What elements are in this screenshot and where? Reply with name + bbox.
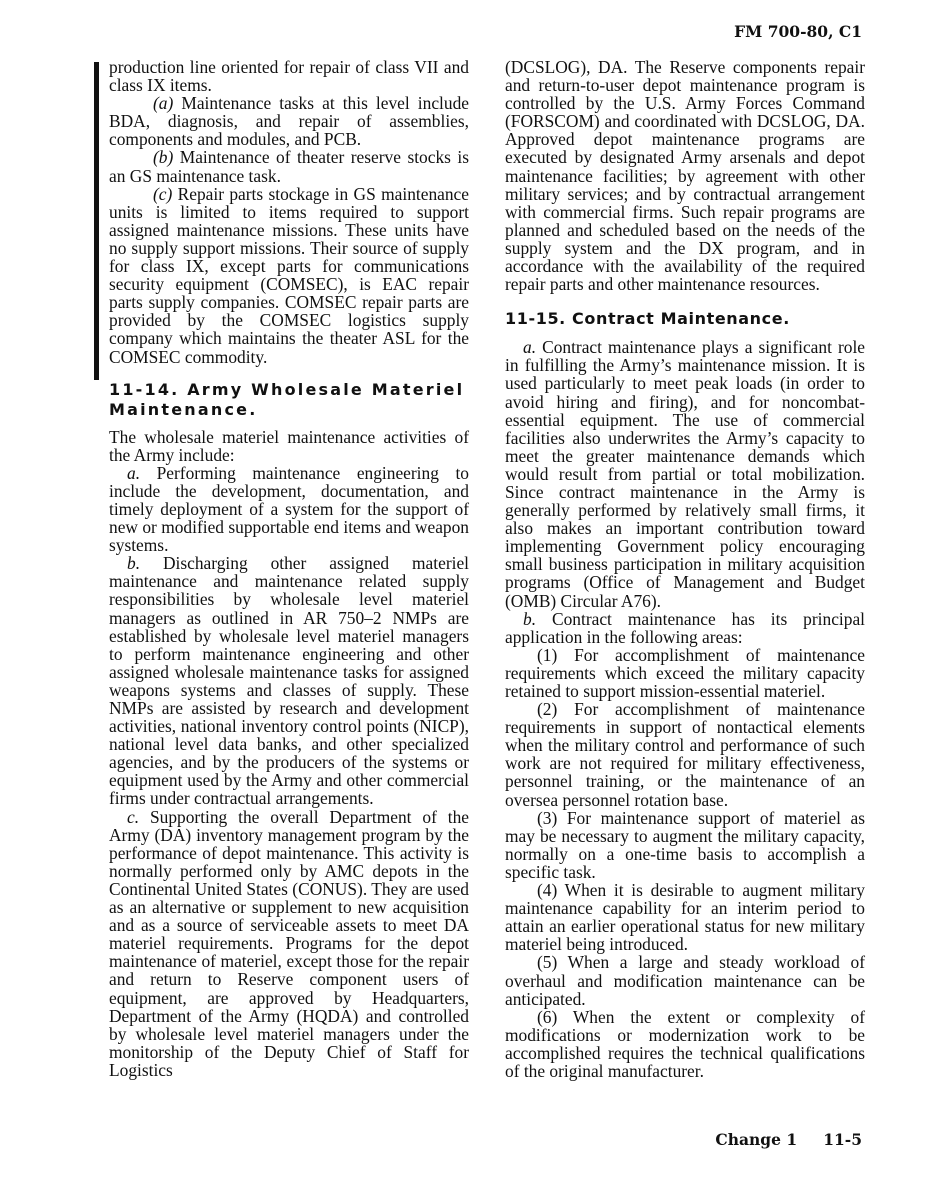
item-label: a. — [523, 337, 537, 358]
paragraph-text: Maintenance of theater reserve stocks is an GS maintenance task. — [109, 147, 469, 186]
paragraph-text: Discharging other assigned materiel maintenance and maintenance related supply responsibilities by wholesale level materiel managers as outlined in AR 750–2 NMPs are established by wholesale level materiel managers to perform maintenance engineering and other assigned wholesale maintenance tasks for assigned weapons systems and classes of supply. These NMPs are assisted by research and development activities, national inventory control points (NICP), national level data banks, and other specialized agencies, and by the producers of the systems or equipment used by the Army and other commercial firms under contractual arrangements. — [109, 553, 469, 809]
list-item-4: (4) When it is desirable to augment military maintenance capability for an interim period to attain an earlier operational status for new military materiel being introduced. — [505, 880, 865, 955]
paragraph-text: Maintenance tasks at this level include BDA, diagnosis, and repair of assemblies, components and modules, and PCB. — [109, 93, 469, 150]
paragraph-a-engineering — [109, 464, 469, 554]
list-item-5: (5) When a large and steady workload of overhaul and modification maintenance can be anticipated. — [505, 952, 865, 1009]
section-heading-11-14: 11-14. Army Wholesale Materiel Maintenance. — [109, 379, 465, 419]
paragraph-a-contract-maintenance — [505, 338, 865, 609]
list-item-1: (1) For accomplishment of maintenance requirements which exceed the military capacity retained to support mission-essential materiel. — [505, 644, 865, 701]
paragraph-text: Performing maintenance engineering to include the development, documentation, and timely deployment of a system for the support of new or modified supportable end items and weapon systems. — [109, 462, 469, 556]
paragraph-b-applications — [505, 610, 865, 646]
paragraph: (DCSLOG), DA. The Reserve components repair and return-to-user depot maintenance program is controlled by the U.S. Army Forces Command (FORSCOM) and coordinated with DCSLOG, DA. Approved depot maintenance programs are executed by designated Army arsenals and depot maintenance facilities; by agreement with other military services; and by contractual arrangement with commercial firms. Such repair programs are planned and scheduled based on the needs of the supply system and the DX program, and in accordance with the availability of the required repair parts and other maintenance resources. — [505, 57, 865, 295]
item-label: b. — [523, 608, 537, 629]
running-header: FM 700-80, C1 — [734, 22, 862, 41]
item-label: (a) — [153, 93, 174, 114]
paragraph: production line oriented for repair of class VII and class IX items. — [109, 57, 469, 96]
item-label: b. — [127, 553, 141, 574]
running-footer — [715, 1130, 862, 1149]
section-heading-11-15: 11-15. Contract Maintenance. — [505, 309, 790, 329]
section-intro: The wholesale materiel maintenance activities of the Army include: — [109, 426, 469, 465]
paragraph-text: Contract maintenance has its principal application in the following areas: — [505, 608, 865, 647]
paragraph-c-repair-parts — [109, 185, 469, 366]
paragraph-b-discharging — [109, 554, 469, 807]
paragraph-b-theater-reserve — [109, 148, 469, 184]
paragraph-c-depot-maintenance — [109, 808, 469, 1079]
paragraph-text: Supporting the overall Department of the Army (DA) inventory management program by the performance of depot maintenance. This activity is normally performed only by AMC depots in the Continental United States (CONUS). They are used as an alternative or supplement to new acquisition and as a source of serviceable assets to meet DA materiel requirements. Programs for the depot maintenance of materiel, except those for the repair and return to Reserve component users of equipment, are approved by Headquarters, Department of the Army (HQDA) and controlled by wholesale level materiel managers under the monitorship of the Deputy Chief of Staff for Logistics — [109, 806, 469, 1080]
item-label: (c) — [153, 183, 173, 204]
list-item-6: (6) When the extent or complexity of modifications or modernization work to be accomplished requires the technical qualifications of the original manufacturer. — [505, 1006, 865, 1081]
left-column — [109, 58, 469, 1079]
change-label: Change 1 — [715, 1130, 798, 1149]
right-column — [505, 58, 865, 1080]
item-label: c. — [127, 806, 140, 827]
item-label: a. — [127, 462, 141, 483]
list-item-2: (2) For accomplishment of maintenance requirements in support of nontactical elements when the military control and performance of such work are not required for military effectiveness, personnel training, or the maintenance of an oversea personnel rotation base. — [505, 699, 865, 810]
list-item-3: (3) For maintenance support of materiel as may be necessary to augment the military capacity, normally on a one-time basis to accomplish a specific task. — [505, 807, 865, 882]
paragraph-text: Contract maintenance plays a significant role in fulfilling the Army’s maintenance mission. It is used particularly to meet peak loads (in order to avoid hiring and firing), and for noncombat-essential equipment. The use of commercial facilities also underwrites the Army’s capacity to meet the greater maintenance demands which would result from partial or total mobilization. Since contract maintenance in the Army is generally performed by relatively small firms, it also makes an important contribution toward implementing Government policy encouraging small business participation in military acquisition programs (Office of Management and Budget (OMB) Circular A76). — [505, 337, 865, 611]
change-bar — [94, 62, 99, 380]
paragraph-a-maintenance-tasks — [109, 94, 469, 148]
item-label: (b) — [153, 147, 174, 168]
paragraph-text: Repair parts stockage in GS maintenance units is limited to items required to support assigned maintenance missions. These units have no supply support missions. Their source of supply for class IX, except parts for communications security equipment (COMSEC), is EAC repair parts supply companies. COMSEC repair parts are provided by the COMSEC logistics supply company which maintains the theater ASL for the COMSEC commodity. — [109, 183, 469, 367]
page-number: 11-5 — [823, 1130, 862, 1149]
